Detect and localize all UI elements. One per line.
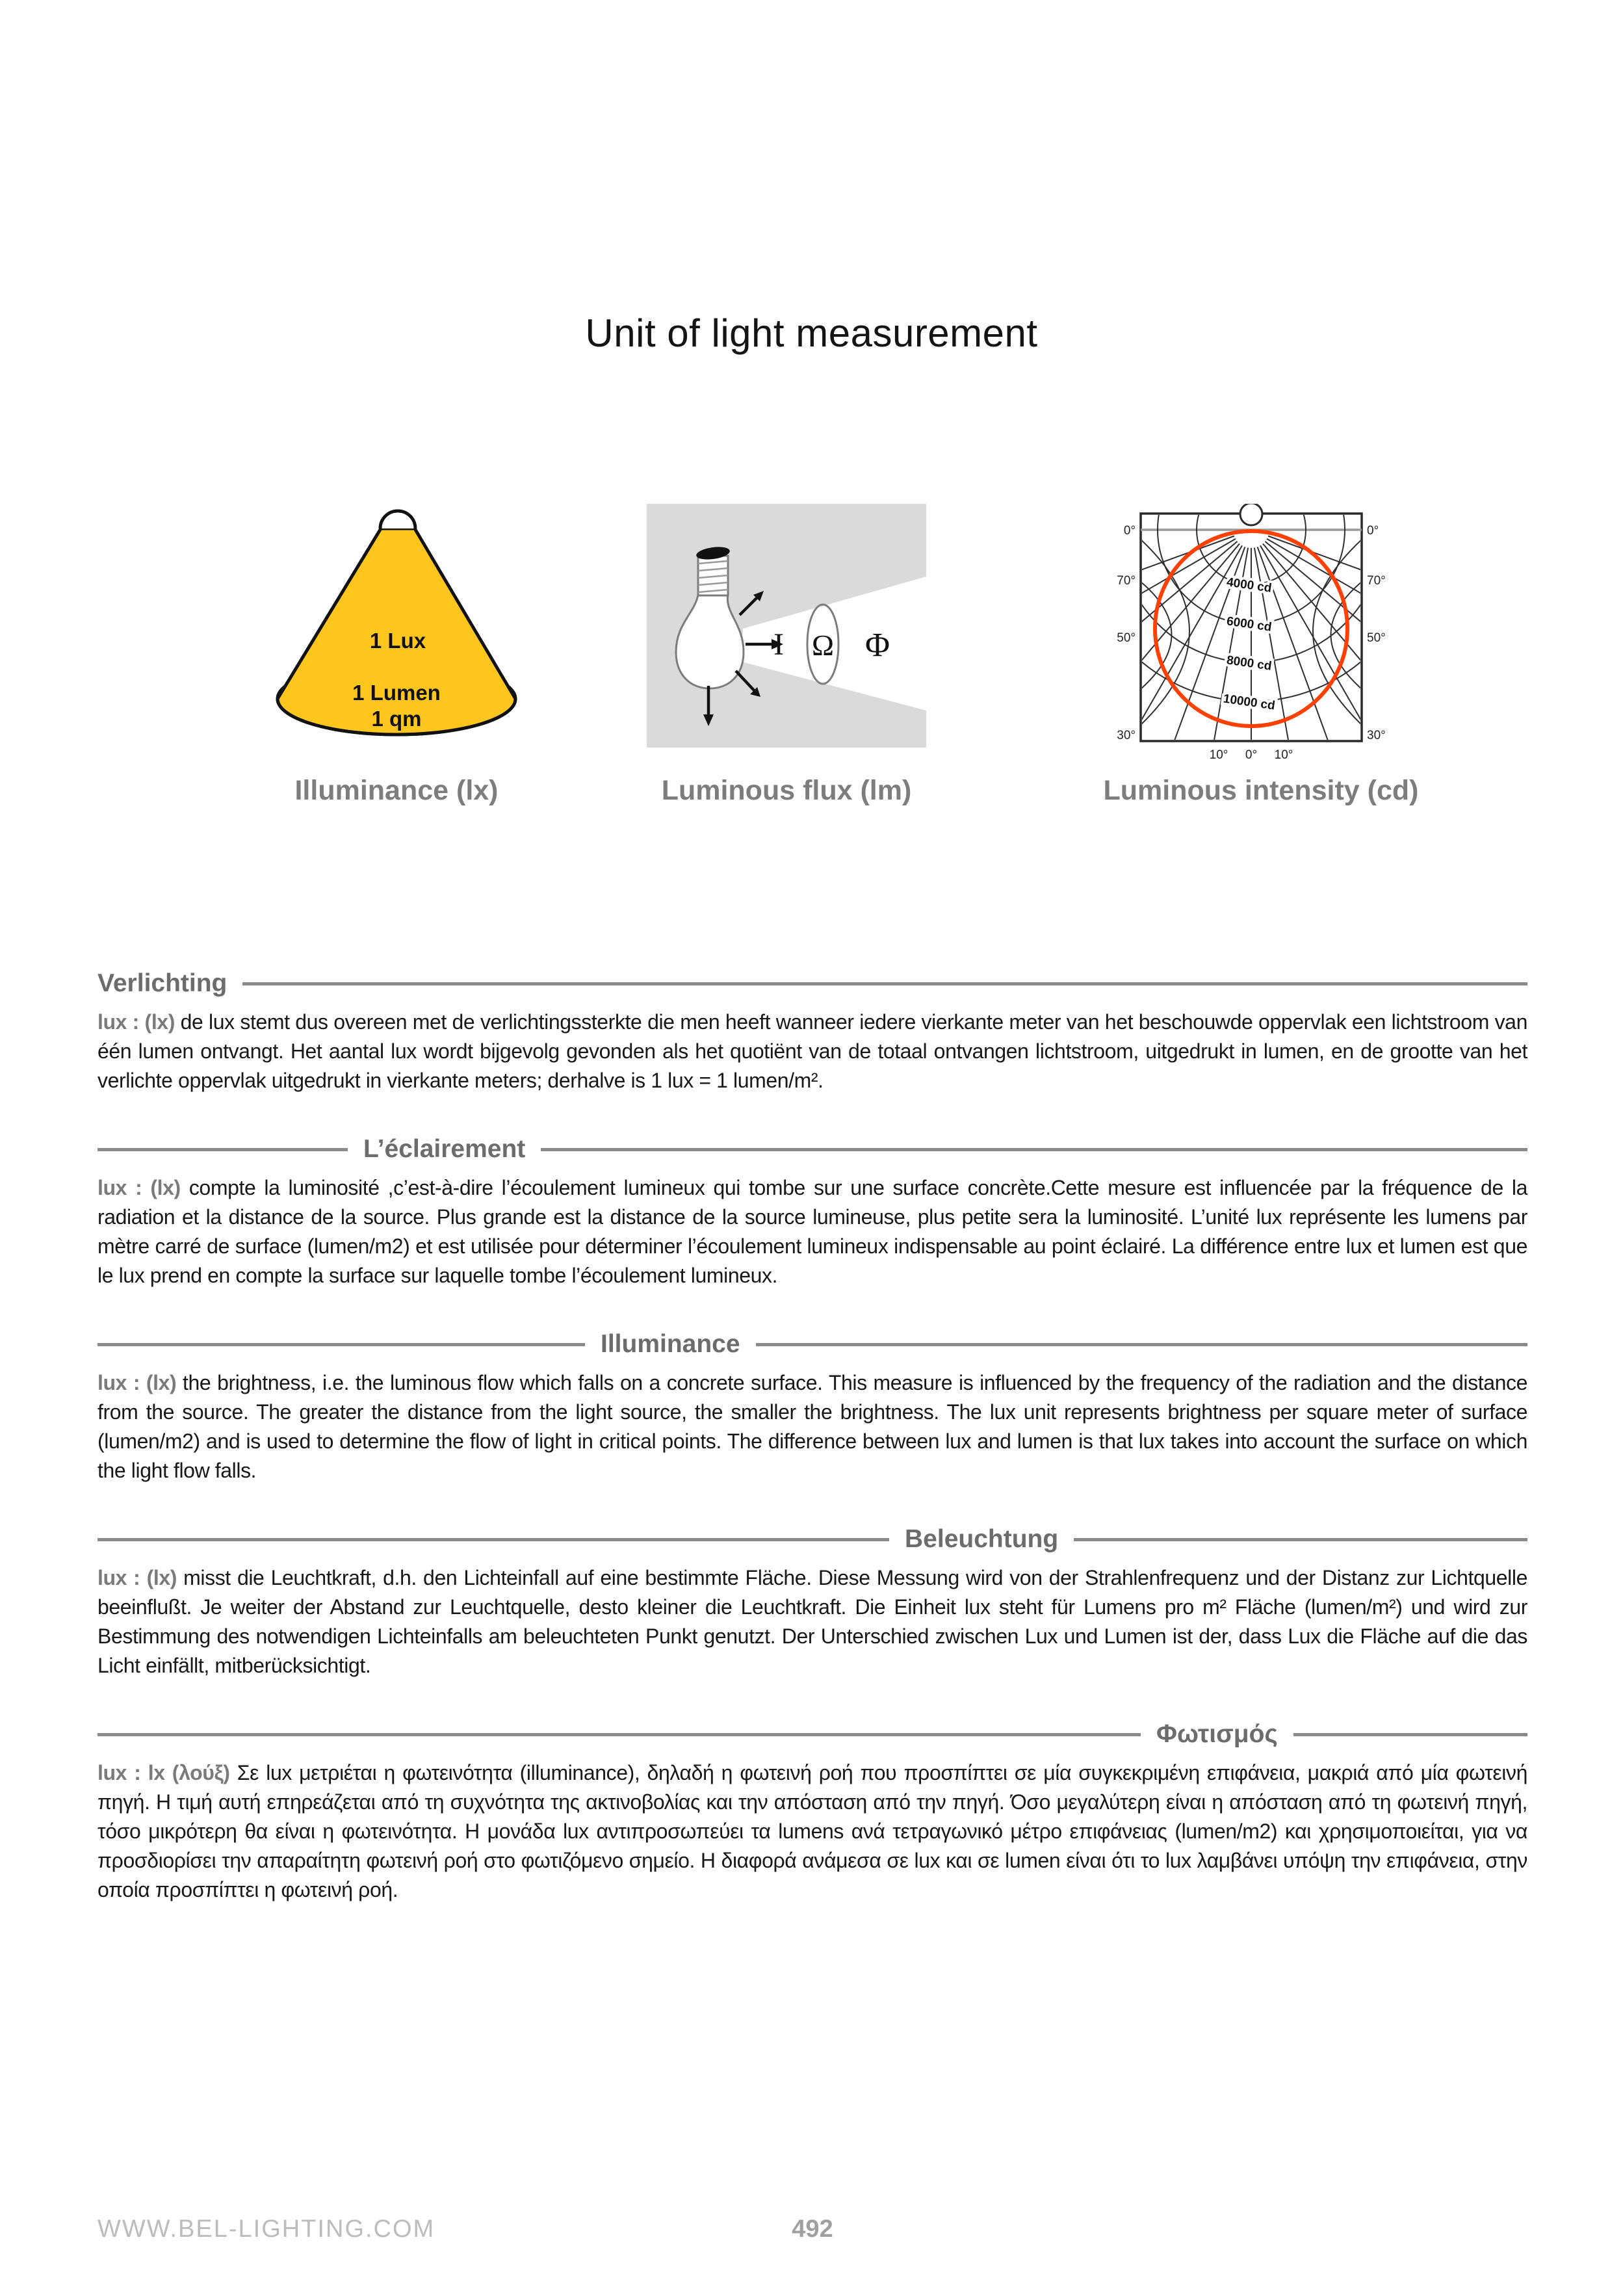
angle-right-50: 50° — [1367, 631, 1386, 645]
section-paragraph — [97, 1173, 1527, 1290]
intensity-symbol: I — [773, 627, 784, 662]
angle-right-30: 30° — [1367, 729, 1386, 742]
paragraph-text: misst die Leuchtkraft, d.h. den Lichteinfall auf eine bestimmte Fläche. Diese Messung wird von der Strahlenfrequenz und der Distanz zur Lichtquelle beeinflußt. Je weiter der Abstand zur Leuchtquelle, desto kleiner die Leuchtkraft. Die Einheit lux steht für Lumens pro m² Fläche (lumen/m²) und wird zur Bestimmung des notwendigen Lichteinfalls am beleuchteten Punkt genutzt. Der Unterschied zwischen Lux und Lumen ist der, dass Lux die Fläche auf die das Licht einfällt, mitberücksichtigt. — [97, 1566, 1527, 1677]
section-paragraph — [97, 1368, 1527, 1485]
section-paragraph — [97, 1563, 1527, 1680]
caption-luminous-intensity: Luminous intensity (cd) — [1103, 775, 1419, 806]
lamp-icon — [1240, 504, 1262, 525]
section-heading: Illuminance — [601, 1330, 740, 1358]
angle-right-0: 0° — [1367, 524, 1379, 538]
text-sections — [97, 967, 1527, 1905]
section-eclairement — [97, 1133, 1527, 1290]
light-cone-illustration — [253, 504, 539, 744]
section-heading-row — [97, 967, 1527, 1000]
angle-right-70: 70° — [1367, 574, 1386, 588]
flux-symbol: Φ — [864, 627, 890, 664]
angle-left-30: 30° — [1117, 729, 1136, 742]
section-beleuchtung — [97, 1523, 1527, 1680]
heading-rule-left — [97, 1538, 889, 1541]
heading-rule-left — [97, 1148, 348, 1151]
solid-angle-symbol: Ω — [811, 629, 835, 662]
angle-left-70: 70° — [1117, 574, 1136, 588]
heading-rule-right — [1074, 1538, 1527, 1541]
angle-bottom-10r: 10° — [1274, 748, 1293, 762]
arc-label-4000: 4000 cd — [1225, 575, 1273, 595]
caption-luminous-flux: Luminous flux (lm) — [661, 775, 912, 806]
paragraph-text: Σε lux μετριέται η φωτεινότητα (illuminance), δηλαδή η φωτεινή ροή που προσπίπτει σε μία συγκεκριμένη επιφάνεια, μακριά από μία φωτεινή πηγή. Η τιμή αυτή επηρεάζεται από τη συχνότητα της ακτινοβολίας και την απόσταση από την πηγή. Όσο μεγαλύτερη είναι η απόσταση από τη φωτεινή πηγή, τόσο μικρότερη θα είναι η φωτεινότητα. Η μονάδα lux αντιπροσωπεύει τα lumens ανά τετραγωνικό μέτρο επιφάνειας (lumen/m2) και χρησιμοποιείται, για να προσδιορίσει την απαραίτητη φωτεινή ροή στο φωτιζόμενο σημείο. Η διαφορά ανάμεσα σε lux και σε lumen είναι ότι το lux λαμβάνει υπόψη την επιφάνεια, στην οποία προσπίπτει η φωτεινή ροή. — [97, 1761, 1527, 1901]
paragraph-text: de lux stemt dus overeen met de verlichtingssterkte die men heeft wanneer iedere vierkante meter van het beschouwde oppervlak een lichtstroom van één lumen ontvangt. Het aantal lux wordt bijgevolg gevonden als het quotiënt van de totaal ontvangen lichtstroom, uitgedrukt in lumen, en de grootte van het verlichte oppervlak uitgedrukt in vierkante meters; derhalve is 1 lux = 1 lumen/m². — [97, 1010, 1527, 1092]
arc-label-10000: 10000 cd — [1222, 692, 1276, 713]
section-heading: Φωτισμός — [1156, 1720, 1278, 1748]
page-title: Unit of light measurement — [585, 311, 1038, 355]
section-paragraph — [97, 1758, 1527, 1905]
heading-rule-right — [541, 1148, 1527, 1151]
angle-left-0: 0° — [1123, 524, 1136, 538]
section-heading: Verlichting — [97, 969, 227, 997]
section-heading-row — [97, 1133, 1527, 1166]
paragraph-text: the brightness, i.e. the luminous flow which falls on a concrete surface. This measure is influenced by the frequency of the radiation and the distance from the source. The greater the distance from the light source, the smaller the brightness. The lux unit represents brightness per square meter of surface (lumen/m2) and is used to determine the flow of light in critical points. The difference between lux and lumen is that lux takes into account the surface on which the light flow falls. — [97, 1371, 1527, 1482]
lux-label: 1 Lux — [369, 629, 426, 653]
polar-diagram — [1076, 504, 1446, 767]
section-heading: Beleuchtung — [905, 1525, 1059, 1553]
angle-left-50: 50° — [1117, 631, 1136, 645]
lux-lead: lux : (lx) — [97, 1566, 177, 1589]
section-heading: L’éclairement — [363, 1135, 526, 1163]
arc-label-8000: 8000 cd — [1225, 653, 1273, 673]
section-heading-row — [97, 1523, 1527, 1556]
heading-rule-right — [756, 1343, 1527, 1346]
section-fotismos — [97, 1718, 1527, 1905]
lux-lead: lux : (lx) — [97, 1371, 177, 1394]
paragraph-text: compte la luminosité ,c’est-à-dire l’écoulement lumineux qui tombe sur une surface concrète.Cette mesure est influencée par la fréquence de la radiation et la distance de la source. Plus grande est la distance de la source lumineuse, plus petite sera la luminosité. L’unité lux représente les lumens par mètre carré de surface (lumen/m2) et est utilisée pour déterminer l’écoulement lumineux indispensable au point éclairé. La différence entre lux et lumen est que le lux prend en compte la surface sur laquelle tombe l’écoulement lumineux. — [97, 1176, 1527, 1287]
light-source-icon — [380, 511, 415, 528]
arc-label-6000: 6000 cd — [1225, 614, 1273, 634]
figures-row — [0, 504, 1623, 829]
section-heading-row — [97, 1718, 1527, 1751]
page-footer — [97, 2215, 1527, 2249]
section-verlichting — [97, 967, 1527, 1095]
figure-luminous-intensity — [1076, 504, 1446, 806]
lux-lead: lux : (lx) — [97, 1010, 175, 1034]
section-heading-row — [97, 1328, 1527, 1361]
angle-bottom-0: 0° — [1245, 748, 1258, 762]
lux-lead: lux : (lx) — [97, 1176, 181, 1199]
angle-bottom-10l: 10° — [1209, 748, 1228, 762]
section-illuminance — [97, 1328, 1527, 1485]
heading-rule-left — [97, 1343, 585, 1346]
page-number: 492 — [792, 2215, 833, 2243]
lux-lead: lux : lx (λούξ) — [97, 1761, 230, 1784]
section-paragraph — [97, 1008, 1527, 1095]
caption-illuminance: Illuminance (lx) — [294, 775, 499, 806]
qm-label: 1 qm — [371, 707, 422, 731]
heading-rule-left — [97, 1733, 1141, 1736]
website-url: WWW.BEL-LIGHTING.COM — [97, 2215, 435, 2243]
heading-rule-right — [1293, 1733, 1527, 1736]
lumen-label: 1 Lumen — [352, 681, 441, 705]
bulb-illustration — [647, 504, 926, 748]
heading-rule-right — [242, 982, 1527, 985]
figure-luminous-flux — [647, 504, 926, 806]
figure-illuminance — [253, 504, 539, 806]
